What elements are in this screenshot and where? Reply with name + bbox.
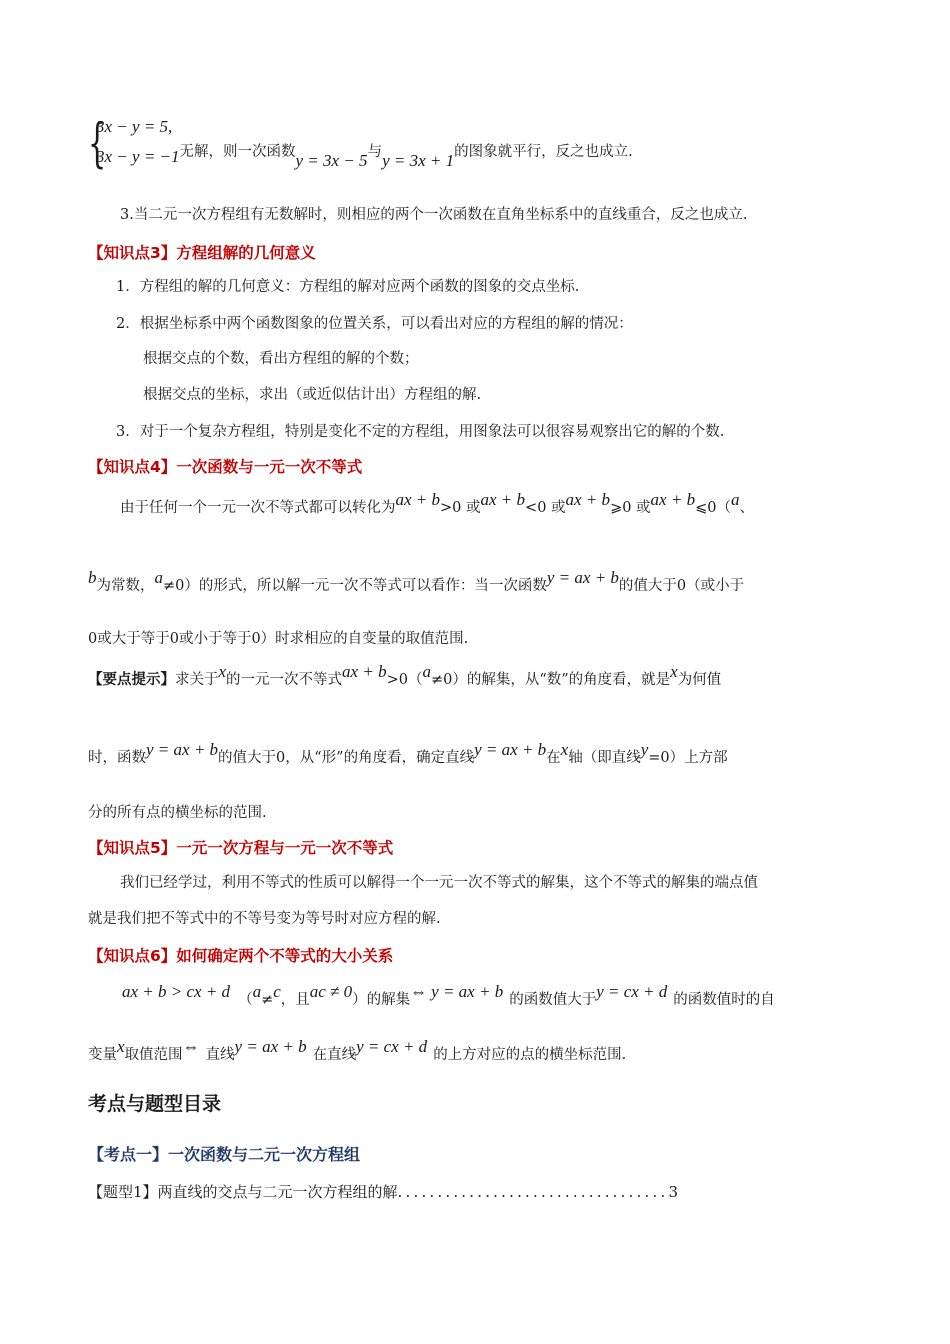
toc-leader-dots: ..................................: [397, 1183, 669, 1201]
text: ≠0）的解集，从“数”的角度看，就是: [430, 672, 671, 688]
var-x: x: [218, 662, 227, 681]
kp3-line-2: 2．根据坐标系中两个函数图象的位置关系，可以看出对应的方程组的解的情况：: [116, 316, 633, 332]
kp4-para-line-1: [120, 490, 754, 519]
text: （: [238, 992, 253, 1008]
func: y = cx + d: [596, 982, 668, 1001]
kp3-line-5: 3．对于一个复杂方程组，特别是变化不定的方程组，用图象法可以很容易观察出它的解的个数.: [116, 424, 725, 440]
func: y = ax + b: [146, 740, 219, 759]
var-a: a: [252, 982, 262, 1001]
text: 的一元一次不等式: [226, 672, 343, 688]
kp5-line-2: 就是我们把不等式中的不等号变为等号时对应方程的解.: [88, 911, 441, 927]
var-x: x: [560, 740, 569, 759]
kp3-line-1: 1．方程组的解的几何意义：方程组的解对应两个函数的图象的交点坐标.: [116, 279, 580, 295]
func: y = cx + d: [356, 1037, 428, 1056]
var-b: b: [88, 568, 97, 587]
text: 由于任何一个一元一次不等式都可以转化为: [120, 500, 396, 516]
text: 求关于: [175, 672, 219, 688]
toc-title: 考点与题型目录: [88, 1093, 222, 1115]
expr: ax + b: [480, 490, 526, 509]
text: ≠0）的形式，所以解一元一次不等式可以看作：当一次函数: [163, 578, 547, 594]
text: <0 或: [525, 500, 566, 516]
expr: ax + b: [650, 490, 696, 509]
text: 的函数值大于: [509, 992, 597, 1008]
expr: ac ≠ 0: [309, 982, 353, 1001]
text: 的函数值时的自: [673, 992, 775, 1008]
toc-page-number: 3: [668, 1183, 679, 1201]
var-x: x: [117, 1037, 125, 1056]
text: 的值大于0（或小于: [618, 578, 745, 594]
tip-line-2: [88, 740, 728, 769]
text: ≠: [261, 992, 274, 1008]
kp3-line-3: 根据交点的个数，看出方程组的解的个数；: [143, 351, 419, 367]
text: ⩾0 或: [610, 500, 651, 516]
system-line-2: [96, 146, 633, 169]
text: 直线: [205, 1047, 235, 1063]
func: y = ax + b: [546, 568, 619, 587]
text: 轴（即直线: [568, 750, 641, 766]
expr: ax + b: [565, 490, 611, 509]
iff-symbol: ⇔: [410, 982, 428, 1001]
kp6-line-2: [88, 1037, 627, 1066]
text: 为何值: [677, 672, 722, 688]
toc-entry-label: 【题型1】两直线的交点与二元一次方程组的解: [88, 1183, 398, 1201]
kp5-heading: 【知识点5】一元一次方程与一元一次不等式: [88, 839, 394, 857]
func: y = ax + b: [474, 740, 547, 759]
text: ⩽0（: [695, 500, 731, 516]
text: 在直线: [312, 1047, 357, 1063]
kp6-line-1: [122, 982, 775, 1011]
eq-1: 3x − y = 5,: [96, 117, 173, 136]
text: 在: [546, 750, 561, 766]
var-a: a: [422, 662, 431, 681]
kp5-line-1: 我们已经学过，利用不等式的性质可以解得一个一元一次不等式的解集，这个不等式的解集的端点值: [120, 875, 758, 891]
var-y: y: [640, 740, 649, 759]
kp6-heading: 【知识点6】如何确定两个不等式的大小关系: [88, 947, 394, 965]
left-brace: {: [88, 114, 107, 174]
text: 的上方对应的点的横坐标范围.: [433, 1047, 627, 1063]
kp4-heading: 【知识点4】一次函数与一元一次不等式: [88, 458, 363, 476]
text: 为常数，: [96, 578, 155, 594]
iff-symbol: ⇔: [182, 1037, 200, 1056]
var-x: x: [670, 662, 678, 681]
expr: ax + b: [395, 490, 441, 509]
text: >0 或: [440, 500, 481, 516]
text: 时，函数: [88, 750, 146, 766]
func: y = ax + b: [431, 982, 504, 1001]
inequality: ax + b > cx + d: [122, 982, 231, 1001]
kp3-line-4: 根据交点的坐标，求出（或近似估计出）方程组的解.: [143, 387, 482, 403]
system-eq-1: [96, 116, 172, 139]
text: 的值大于0，从“形”的角度看，确定直线: [218, 750, 475, 766]
text: =0）上方部: [648, 750, 728, 766]
tip-line-1: [88, 662, 722, 691]
func: y = ax + b: [234, 1037, 307, 1056]
tip-label: 【要点提示】: [88, 672, 175, 688]
kp4-para-line-2: [88, 568, 745, 597]
toc-section-1[interactable]: 【考点一】一次函数与二元一次方程组: [88, 1145, 361, 1164]
kp4-para-line-3: 0或大于等于0或小于等于0）时求相应的自变量的取值范围.: [88, 631, 469, 647]
text: ，且: [280, 992, 310, 1008]
tip-line-3: 分的所有点的横坐标的范围.: [88, 805, 267, 821]
var-c: c: [273, 982, 281, 1001]
func-2: y = 3x + 1: [382, 151, 455, 170]
text: 的图象就平行，反之也成立.: [454, 144, 633, 160]
eq-2: 3x − y = −1: [96, 147, 180, 166]
text: 、: [739, 500, 754, 516]
expr: ax + b: [342, 662, 387, 681]
func-1: y = 3x − 5: [295, 151, 368, 170]
text: 无解，则一次函数: [179, 144, 296, 160]
text: 取值范围: [124, 1047, 183, 1063]
toc-entry-1[interactable]: [88, 1181, 678, 1203]
item-3: 3.当二元一次方程组有无数解时，则相应的两个一次函数在直角坐标系中的直线重合，反之也成立.: [120, 207, 748, 223]
var-a: a: [154, 568, 163, 587]
text: >0（: [386, 672, 423, 688]
text: ）的解集: [352, 992, 411, 1008]
kp3-heading: 【知识点3】方程组解的几何意义: [88, 244, 316, 262]
text: 与: [367, 144, 383, 160]
text: 变量: [88, 1047, 117, 1063]
var-a: a: [730, 490, 740, 509]
